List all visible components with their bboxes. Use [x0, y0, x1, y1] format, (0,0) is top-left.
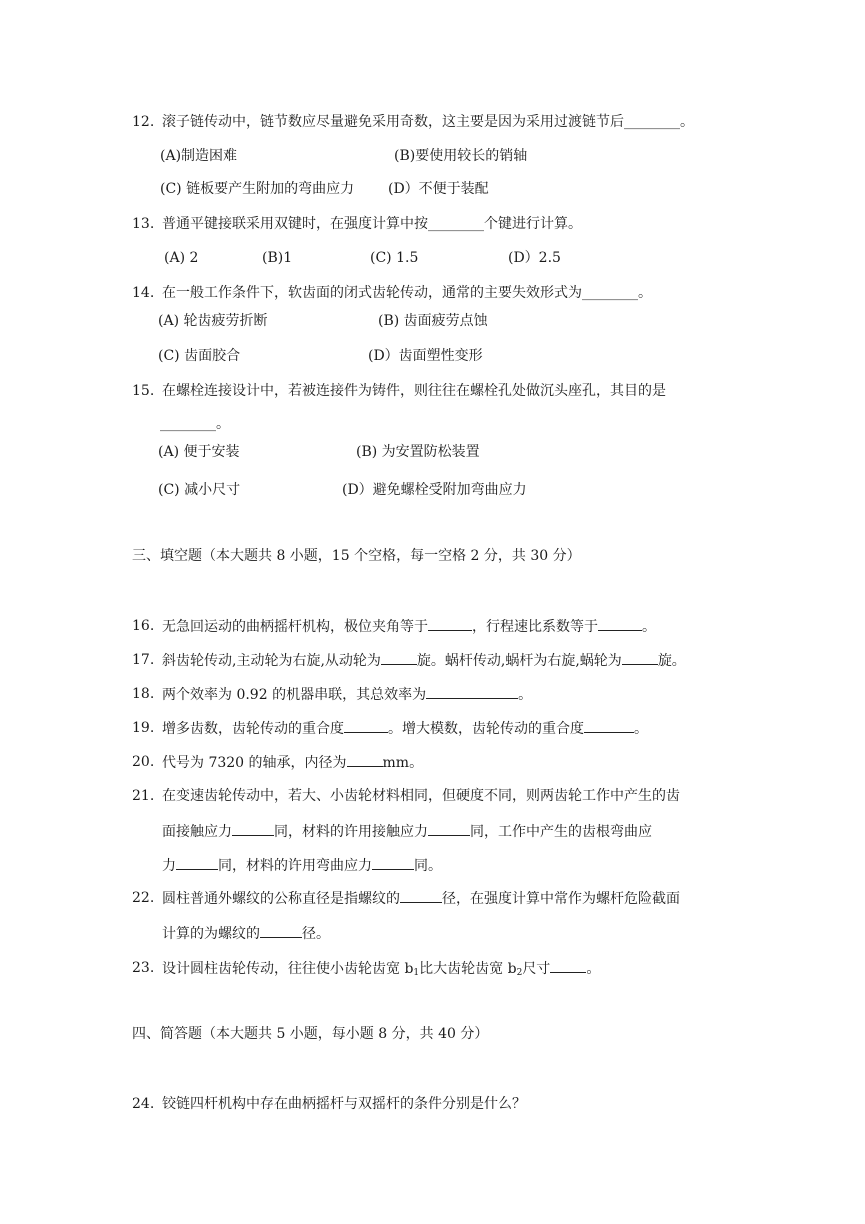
- section-heading: 四、简答题（本大题共 5 小题，每小题 8 分，共 40 分）: [132, 1026, 489, 1042]
- question-text: [162, 889, 680, 908]
- answer-blank[interactable]: [372, 856, 414, 870]
- text-part: 增多齿数，齿轮传动的重合度: [162, 721, 344, 737]
- text-part: 径，在强度计算中常作为螺杆危险截面: [442, 891, 680, 907]
- text-part: 尺寸: [522, 961, 551, 977]
- text-part: 斜齿轮传动,主动轮为右旋,从动轮为: [162, 653, 381, 669]
- question-number: 18.: [132, 686, 155, 702]
- question-number: 16.: [132, 618, 155, 634]
- answer-blank[interactable]: [550, 959, 586, 973]
- text-part: 径。: [302, 926, 330, 942]
- option-b: (B)要使用较长的销轴: [394, 148, 528, 164]
- answer-blank[interactable]: [622, 651, 658, 665]
- option-a: (A)制造困难: [160, 148, 238, 164]
- question-text: 铰链四杆机构中存在曲柄摇杆与双摇杆的条件分别是什么？: [162, 1096, 526, 1112]
- question-text: 在变速齿轮传动中，若大、小齿轮材料相同，但硬度不同，则两齿轮工作中产生的齿: [162, 788, 680, 804]
- question-text: [162, 685, 532, 704]
- answer-blank[interactable]: [428, 822, 470, 836]
- answer-blank[interactable]: [176, 856, 218, 870]
- option-c: (C) 减小尺寸: [158, 482, 241, 498]
- option-b: (B) 为安置防松装置: [356, 444, 480, 460]
- text-part: 同。: [414, 858, 442, 874]
- text-part: 。: [586, 961, 601, 977]
- question-text: [162, 959, 600, 982]
- text-part: 力: [162, 858, 176, 874]
- answer-blank[interactable]: [260, 924, 302, 938]
- section-heading: 三、填空题（本大题共 8 小题，15 个空格，每一空格 2 分，共 30 分）: [132, 548, 581, 564]
- text-part: mm。: [382, 755, 424, 771]
- option-b: (B)1: [262, 250, 293, 266]
- question-number: 22.: [132, 890, 155, 906]
- answer-blank[interactable]: [347, 753, 383, 767]
- answer-blank[interactable]: [400, 889, 442, 903]
- question-text: 普通平键接联采用双键时，在强度计算中按________个键进行计算。: [162, 216, 582, 232]
- question-text-line-2: [162, 924, 330, 943]
- text-part: 。: [634, 721, 648, 737]
- option-a: (A) 轮齿疲劳折断: [158, 313, 268, 329]
- text-part: 同，材料的许用弯曲应力: [218, 858, 372, 874]
- text-part: 无急回运动的曲柄摇杆机构，极位夹角等于: [162, 619, 428, 635]
- text-part: 两个效率为 0.92 的机器串联，其总效率为: [162, 687, 427, 703]
- question-number: 24.: [132, 1096, 155, 1112]
- question-text: 滚子链传动中，链节数应尽量避免采用奇数，这主要是因为采用过渡链节后________。: [162, 114, 694, 130]
- option-a: (A) 便于安装: [158, 444, 240, 460]
- text-part: 比大齿轮齿宽 b: [419, 961, 517, 977]
- answer-blank[interactable]: [381, 651, 417, 665]
- option-d: (D）2.5: [508, 250, 561, 266]
- answer-blank[interactable]: [428, 617, 472, 631]
- question-number: 20.: [132, 754, 155, 770]
- subscript: 2: [516, 968, 523, 978]
- text-part: 代号为 7320 的轴承，内径为: [162, 755, 347, 771]
- question-text: 在螺栓连接设计中，若被连接件为铸件，则往往在螺栓孔处做沉头座孔，其目的是: [162, 383, 666, 399]
- text-part: 设计圆柱齿轮传动，往往使小齿轮齿宽 b: [162, 961, 414, 977]
- answer-blank[interactable]: [584, 719, 634, 733]
- option-a: (A) 2: [164, 250, 199, 266]
- text-part: 旋。蜗杆传动,蜗杆为右旋,蜗轮为: [416, 653, 622, 669]
- text-part: ，行程速比系数等于: [472, 619, 598, 635]
- text-part: 面接触应力: [162, 824, 232, 840]
- option-d: (D）避免螺栓受附加弯曲应力: [342, 482, 527, 498]
- question-number: 23.: [132, 960, 155, 976]
- option-d: (D）不便于装配: [388, 181, 489, 197]
- question-text-line-3: [162, 856, 442, 875]
- option-b: (B) 齿面疲劳点蚀: [378, 313, 488, 329]
- option-d: (D）齿面塑性变形: [368, 348, 483, 364]
- question-number: 12.: [132, 114, 155, 130]
- text-part: 。增大模数，齿轮传动的重合度: [388, 721, 584, 737]
- option-c: (C) 链板要产生附加的弯曲应力: [160, 181, 355, 197]
- option-c: (C) 齿面胶合: [158, 348, 241, 364]
- answer-blank[interactable]: [232, 822, 274, 836]
- text-part: 旋。: [657, 653, 686, 669]
- text-part: 圆柱普通外螺纹的公称直径是指螺纹的: [162, 891, 400, 907]
- question-text: 在一般工作条件下，软齿面的闭式齿轮传动，通常的主要失效形式为________。: [162, 285, 652, 301]
- answer-blank[interactable]: [344, 719, 388, 733]
- answer-blank[interactable]: [598, 617, 642, 631]
- question-number: 19.: [132, 720, 155, 736]
- question-number: 15.: [132, 383, 155, 399]
- question-number: 14.: [132, 285, 155, 301]
- text-part: 同，材料的许用接触应力: [274, 824, 428, 840]
- question-text-line-2: [162, 822, 652, 841]
- question-number: 13.: [132, 216, 155, 232]
- question-text: [162, 651, 686, 670]
- question-text: [162, 753, 423, 772]
- option-c: (C) 1.5: [370, 250, 419, 266]
- answer-blank[interactable]: [426, 685, 518, 699]
- text-part: 。: [518, 687, 533, 703]
- text-part: 计算的为螺纹的: [162, 926, 260, 942]
- text-part: 。: [642, 619, 656, 635]
- subscript: 1: [413, 968, 420, 978]
- text-part: 同，工作中产生的齿根弯曲应: [470, 824, 652, 840]
- question-number: 17.: [132, 652, 155, 668]
- question-number: 21.: [132, 788, 155, 804]
- question-text: [162, 719, 648, 738]
- question-text: [162, 617, 656, 636]
- question-text-continued: ________。: [160, 416, 230, 432]
